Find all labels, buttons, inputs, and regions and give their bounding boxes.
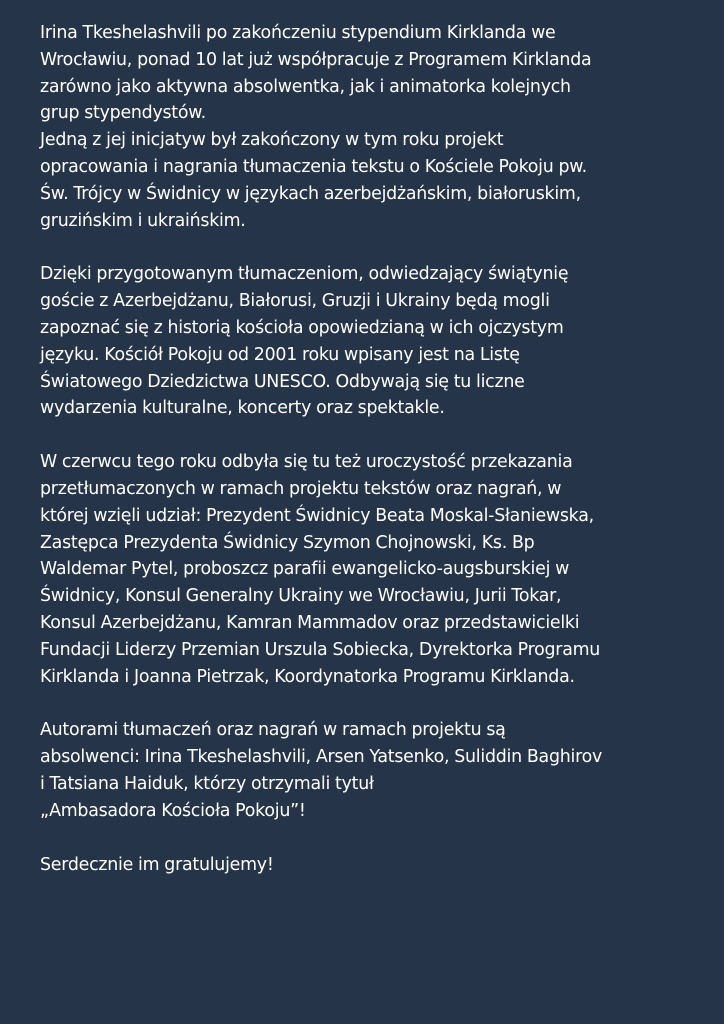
text-line: i Tatsiana Haiduk, którzy otrzymali tytuł bbox=[40, 773, 374, 794]
paragraph-ceremony bbox=[40, 449, 684, 690]
text-line: Serdecznie im gratulujemy! bbox=[40, 854, 274, 875]
text-line: języku. Kościół Pokoju od 2001 roku wpisany jest na Listę bbox=[40, 344, 520, 365]
text-line: Jedną z jej inicjatyw był zakończony w tym roku projekt bbox=[40, 130, 504, 151]
text-line: zarówno jako aktywna absolwentka, jak i animatorka kolejnych bbox=[40, 76, 571, 97]
text-line: Fundacji Liderzy Przemian Urszula Sobiecka, Dyrektorka Programu bbox=[40, 639, 601, 660]
text-line: której wzięli udział: Prezydent Świdnicy Beata Moskal-Słaniewska, bbox=[40, 505, 594, 526]
text-line: „Ambasadora Kościoła Pokoju”! bbox=[40, 800, 306, 821]
text-line: Świdnicy, Konsul Generalny Ukrainy we Wrocławiu, Jurii Tokar, bbox=[40, 586, 562, 607]
text-line: Waldemar Pytel, proboszcz parafii ewangelicko-augsburskiej w bbox=[40, 559, 570, 580]
text-line: Autorami tłumaczeń oraz nagrań w ramach projektu są bbox=[40, 720, 506, 741]
text-line: Dzięki przygotowanym tłumaczeniom, odwiedzający świątynię bbox=[40, 264, 569, 285]
text-line: Konsul Azerbejdżanu, Kamran Mammadov oraz przedstawicielki bbox=[40, 612, 580, 633]
paragraph-congratulations bbox=[40, 852, 684, 879]
text-line: Światowego Dziedzictwa UNESCO. Odbywają się tu liczne bbox=[40, 371, 525, 392]
text-line: Św. Trójcy w Świdnicy w językach azerbejdżańskim, białoruskim, bbox=[40, 183, 581, 204]
text-line: grup stypendystów. bbox=[40, 103, 206, 124]
text-line: goście z Azerbejdżanu, Białorusi, Gruzji i Ukrainy będą mogli bbox=[40, 291, 550, 312]
text-line: przetłumaczonych w ramach projektu tekstów oraz nagrań, w bbox=[40, 478, 562, 499]
paragraph-authors bbox=[40, 717, 684, 824]
text-line: opracowania i nagrania tłumaczenia tekstu o Kościele Pokoju pw. bbox=[40, 156, 587, 177]
text-line: Wrocławiu, ponad 10 lat już współpracuje z Programem Kirklanda bbox=[40, 49, 592, 70]
paragraph-translations bbox=[40, 261, 684, 422]
text-line: absolwenci: Irina Tkeshelashvili, Arsen Yatsenko, Suliddin Baghirov bbox=[40, 747, 603, 768]
paragraph-intro bbox=[40, 20, 684, 234]
text-line: wydarzenia kulturalne, koncerty oraz spektakle. bbox=[40, 398, 445, 419]
text-line: Kirklanda i Joanna Pietrzak, Koordynatorka Programu Kirklanda. bbox=[40, 666, 575, 687]
text-line: zapoznać się z historią kościoła opowiedzianą w ich ojczystym bbox=[40, 317, 564, 338]
text-line: Irina Tkeshelashvili po zakończeniu stypendium Kirklanda we bbox=[40, 23, 556, 43]
text-line: Zastępca Prezydenta Świdnicy Szymon Chojnowski, Ks. Bp bbox=[40, 532, 535, 553]
text-line: W czerwcu tego roku odbyła się tu też uroczystość przekazania bbox=[40, 452, 573, 473]
text-line: gruzińskim i ukraińskim. bbox=[40, 210, 246, 231]
